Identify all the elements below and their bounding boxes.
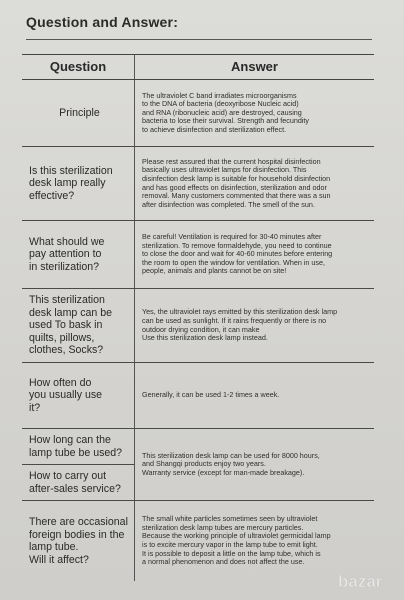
table-row	[22, 501, 374, 581]
table-row	[22, 221, 374, 289]
question-cell: This sterilization desk lamp can be used To bask in quilts, pillows, clothes, Socks?	[29, 294, 113, 357]
table-row	[22, 363, 374, 429]
table-header	[22, 54, 374, 80]
answer-cell: Please rest assured that the current hospital disinfection basically uses ultraviolet lamps for disinfection. This disinfection desk lamp is suitable for household disinfection and has good effects on disinfection, sterilization and odor removal. Many customers commented that there was a sun after disinfection was completed. The smell of the sun.	[134, 147, 374, 220]
answer-cell: Yes, the ultraviolet rays emitted by this sterilization desk lamp can be used as sunlight. If it rains frequently or there is no outdoor drying condition, it can make Use this sterilization desk lamp instead.	[134, 289, 374, 362]
title-underline	[26, 39, 372, 40]
answer-column-header: Answer	[134, 55, 374, 79]
question-subcell: How long can the lamp tube be used?	[22, 429, 134, 465]
answer-cell: The small white particles sometimes seen by ultraviolet sterilization desk lamp tubes are mercury particles. Because the working principle of ultraviolet germicidal lamp is to excite mercury vapor in the lamp tube to emit light. It is possible to deposit a little on the lamp tube, which is a normal phenomenon and does not affect the use.	[134, 501, 374, 581]
table-row	[22, 80, 374, 147]
table-row	[22, 289, 374, 363]
question-cell: Principle	[59, 106, 100, 119]
table-row	[22, 147, 374, 221]
question-cell: There are occasional foreign bodies in the lamp tube. Will it affect?	[29, 516, 128, 566]
answer-cell: This sterilization desk lamp can be used for 8000 hours, and Shangqi products enjoy two years. Warranty service (except for man-made breakage).	[134, 429, 374, 500]
question-cell: What should we pay attention to in sterilization?	[29, 235, 105, 273]
answer-cell: Be careful! Ventilation is required for 30-40 minutes after sterilization. To remove formaldehyde, you need to continue to close the door and wait for 40-60 minutes before entering the room to open the window for ventilation. When in use, people, animals and plants cannot be on site!	[134, 221, 374, 288]
table-row	[22, 429, 374, 501]
page-title: Question and Answer:	[26, 14, 179, 30]
answer-cell: Generally, it can be used 1-2 times a week.	[134, 363, 374, 428]
question-column-header: Question	[49, 59, 107, 74]
question-cell: How often do you usually use it?	[29, 376, 103, 414]
qa-table	[22, 54, 374, 581]
question-subcell: How to carry out after-sales service?	[29, 470, 121, 495]
watermark-text: bazar	[338, 572, 383, 591]
question-cell	[22, 429, 134, 500]
bazar-watermark-logo	[336, 568, 398, 594]
watermark-icon	[336, 568, 398, 594]
answer-cell: The ultraviolet C band irradiates microorganisms to the DNA of bacteria (deoxyribose Nucleic acid) and RNA (ribonucleic acid) are destroyed, causing bacteria to lose their survival. Strength and fecundity to achieve disinfection and sterilization effect.	[134, 80, 374, 146]
question-cell: Is this sterilization desk lamp really effective?	[29, 164, 113, 202]
